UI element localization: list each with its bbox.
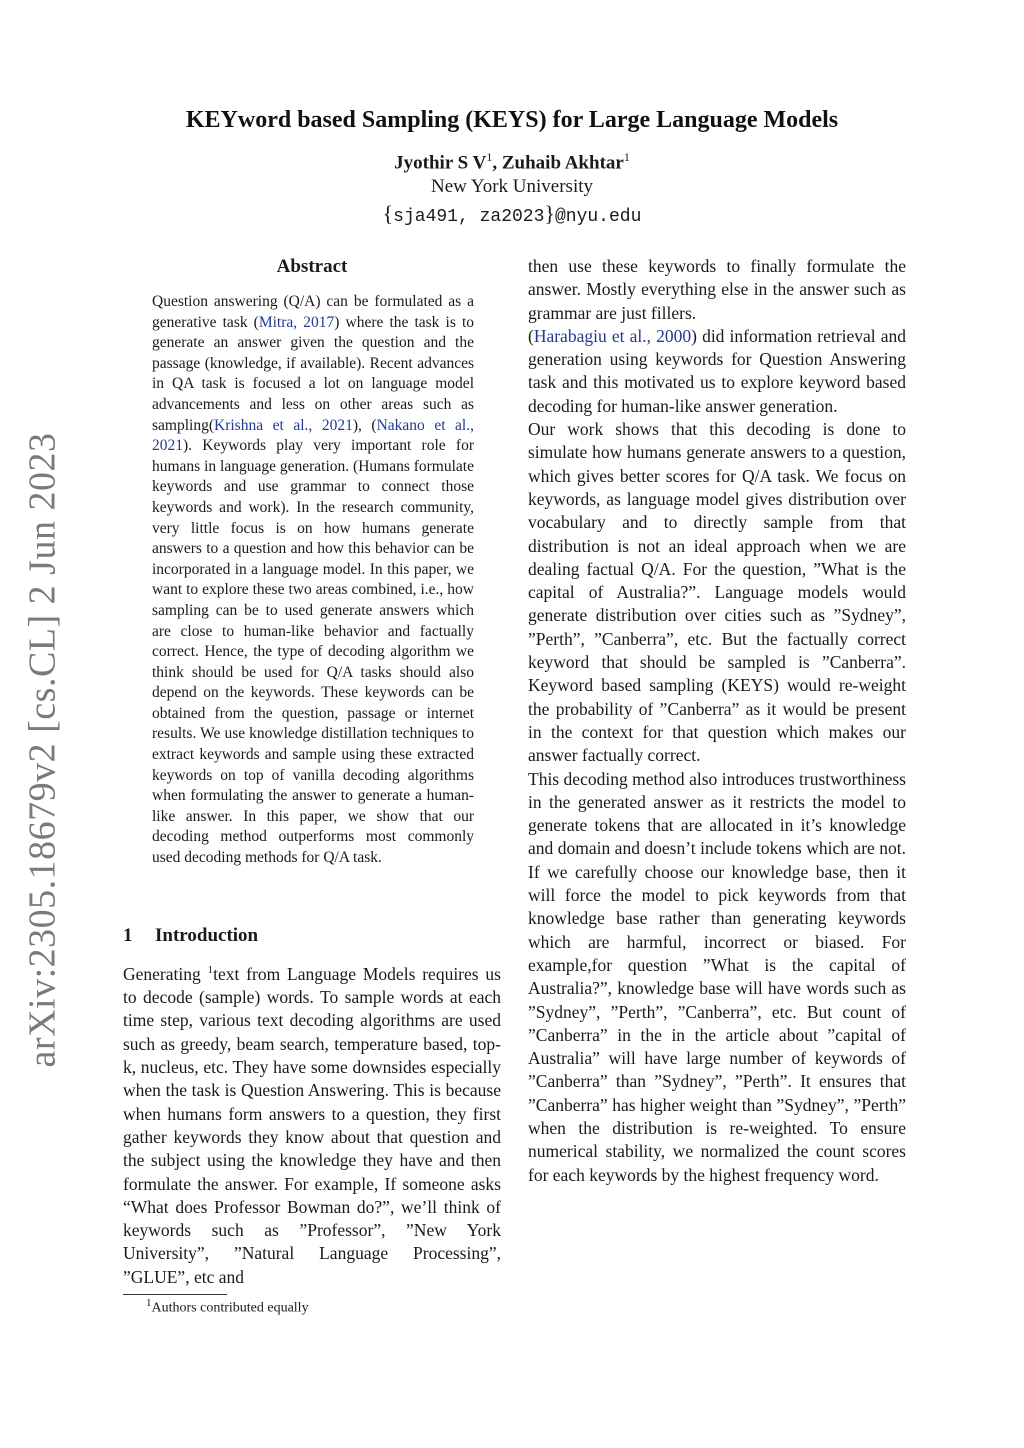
author-name: Zuhaib Akhtar — [501, 152, 624, 174]
paragraph — [528, 325, 906, 418]
citation-link[interactable]: Nakano et al., 2021 — [152, 416, 474, 455]
section-number: 1 — [123, 925, 133, 946]
author-name: Jyothir S V — [394, 152, 487, 174]
abstract-text: ), ( — [352, 416, 377, 434]
footnote-link[interactable]: 1 — [207, 964, 214, 976]
author-separator: , — [492, 152, 502, 174]
paragraph: then use these keywords to finally formulate the answer. Mostly everything else in the answer such as grammar are just fillers. — [528, 256, 906, 323]
footnote-divider — [123, 1294, 227, 1295]
abstract-heading: Abstract — [276, 256, 348, 277]
arxiv-identifier — [12, 432, 72, 1068]
email-brace-close: } — [544, 201, 555, 226]
introduction-paragraph — [123, 959, 501, 1289]
citation-link[interactable]: Mitra, 2017 — [258, 313, 335, 331]
citation-link[interactable]: Harabagiu et al., 2000 — [533, 325, 692, 346]
author-emails — [0, 201, 1024, 227]
footnote-text: Authors contributed equally — [151, 1300, 309, 1316]
abstract-text: ). Keywords play very important role for humans in language generation. (Humans formulate keywords and use grammar to connect those keywords and work). In the research community, very little focus is on how humans generate answers to a question and how this behavior can be incorporated in a language model. In this paper, we want to explore these two areas combined, i.e., how sampling can be to used generate answers which are close to human-like behavior and factually correct. Hence, the type of decoding algorithm we think should be used for Q/A tasks should also depend on the keywords. These keywords can be obtained from the question, passage or internet results. We use knowledge distillation techniques to extract keywords and sample using these extracted keywords on top of vanilla decoding algorithms when formulating the answer to generate a human-like answer. In this paper, we show that our decoding method outperforms most commonly used decoding methods for Q/A task. — [152, 437, 474, 867]
email-brace-open: { — [382, 201, 394, 226]
footnote — [146, 1297, 309, 1317]
paragraph: Our work shows that this decoding is done to simulate how humans generate answers to a question, which gives better scores for Q/A task. We focus on keywords, as language model gives distribution over vocabulary and to directly sample from that distribution is not an ideal approach when we are dealing factual Q/A. For the question, ”What is the capital of Australia?”. Language models would generate distribution over cities such as ”Sydney”, ”Perth”, ”Canberra”, etc. But the factually correct keyword that should be sampled is ”Canberra”. Keyword based sampling (KEYS) would re-weight the probability of ”Canberra” as it would be present in the context for that question which makes our answer factually correct. — [528, 419, 906, 766]
paragraph-text: ) did information retrieval and generation using keywords for Question Answering task and this motivated us to explore keyword based decoding for human-like answer generation. — [528, 325, 906, 416]
right-column — [528, 255, 906, 1187]
abstract-text: Question answering (Q/A) can be formulated as a generative task ( — [152, 293, 474, 331]
paper-title: KEYword based Sampling (KEYS) for Large Language Models — [185, 107, 839, 133]
arxiv-identifier-text: arXiv:2305.18679v2 [cs.CL] 2 Jun 2023 — [21, 432, 64, 1068]
author-list — [0, 150, 1024, 174]
email-domain: @nyu.edu — [554, 207, 642, 227]
citation-link[interactable]: Krishna et al., 2021 — [214, 416, 353, 434]
section-heading-introduction — [123, 925, 258, 947]
affiliation-mark: 1 — [623, 150, 630, 164]
abstract-body — [152, 292, 474, 869]
affiliation-mark: 1 — [486, 150, 493, 164]
email-ids: sja491, za2023 — [393, 207, 545, 227]
abstract-text: ) where the task is to generate an answer given the question and the passage (knowledge, if available). Recent advances in QA task is focused a lot on language model advancements and less on other areas such as sampling( — [152, 313, 474, 434]
paragraph: This decoding method also introduces trustworthiness in the generated answer as it restricts the model to generate tokens that are allocated in it’s knowledge and domain and doesn’t include tokens which are not. If we carefully choose our knowledge base, then it will force the model to pick keywords from that knowledge base rather than generating keywords which are harmful, incorrect or biased. For example,for question ”What is the capital of Australia?”, knowledge base will have words such as ”Sydney”, ”Perth”, ”Canberra”, etc. But count of ”Canberra” in the in the article about ”capital of Australia” will have large number of keywords of ”Canberra” than ”Sydney”, ”Perth”. It ensures that ”Canberra” has higher weight than ”Sydney”, ”Perth” when the distribution is re-weighted. To ensure numerical stability, we normalized the count scores for each keywords by the highest frequency word. — [528, 768, 906, 1185]
paren: ( — [528, 325, 534, 346]
intro-text: Generating — [123, 963, 208, 984]
footnote-mark: 1 — [146, 1297, 152, 1309]
section-title: Introduction — [155, 925, 259, 946]
intro-text: text from Language Models requires us to decode (sample) words. To sample words at each time step, various text decoding algorithms are used such as greedy, beam search, temperature based, top-k, nucleus, etc. They have some downsides especially when the task is Question Answering. This is because when humans form answers to a question, they first gather keywords they know about that question and the subject using the knowledge they have and then formulate the answer. For example, If someone asks “What does Professor Bowman do?”, we’ll think of keywords such as ”Professor”, ”New York University”, ”Natural Language Processing”, ”GLUE”, etc and — [123, 963, 501, 1287]
author-affiliation: New York University — [430, 176, 594, 197]
